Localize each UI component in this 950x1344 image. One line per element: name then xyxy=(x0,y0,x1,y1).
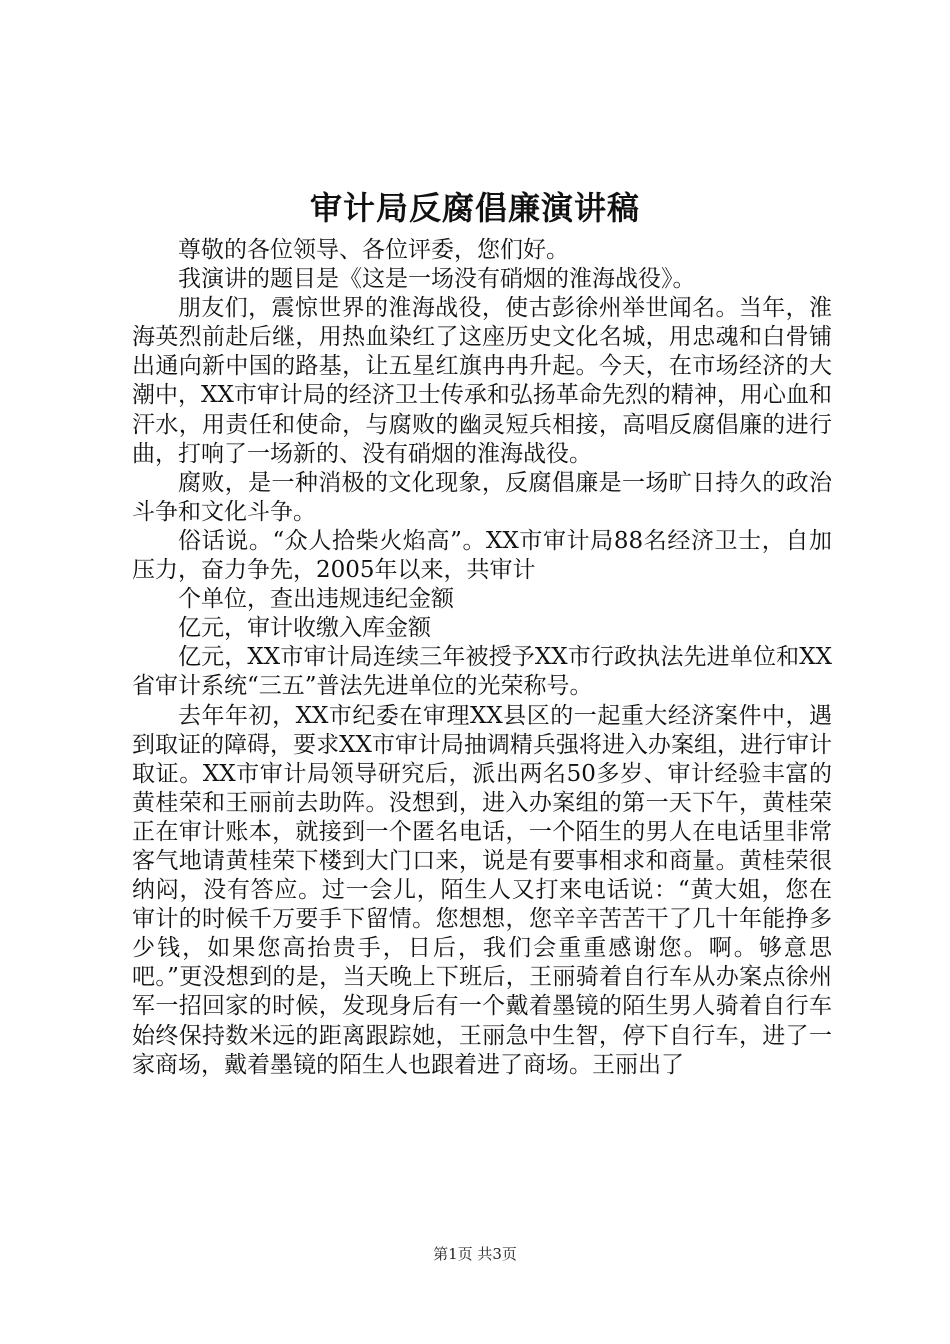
paragraph-proverb: 俗话说。“众人拾柴火焰高”。XX市审计局88名经济卫士，自加压力，奋力争先，2005年以来，共审计 xyxy=(132,527,832,584)
document-body xyxy=(132,236,832,1080)
paragraph-greeting: 尊敬的各位领导、各位评委，您们好。 xyxy=(178,237,569,263)
paragraph-corruption: 腐败，是一种消极的文化现象，反腐倡廉是一场旷日持久的政治斗争和文化斗争。 xyxy=(132,469,832,525)
paragraph-topic: 我演讲的题目是《这是一场没有硝烟的淮海战役》。 xyxy=(178,266,696,293)
paragraph-case: 去年年初，XX市纪委在审理XX县区的一起重大经济案件中，遇到取证的障碍，要求XX市审计局抽调精兵强将进入办案组，进行审计取证。XX市审计局领导研究后，派出两名50多岁、审计经验丰富的黄桂荣和王丽前去助阵。没想到，进入办案组的第一天下午，黄桂荣正在审计账本，就接到一个匿名电话，一个陌生的男人在电话里非常客气地请黄桂荣下楼到大门口来，说是有要事相求和商量。黄桂荣很纳闷，没有答应。过一会儿，陌生人又打来电话说：“黄大姐，您在审计的时候千万要手下留情。您想想，您辛辛苦苦干了几十年能挣多少钱，如果您高抬贵手，日后，我们会重重感谢您。啊。够意思吧。”更没想到的是，当天晚上下班后，王丽骑着自行车从办案点徐州军一招回家的时候，发现身后有一个戴着墨镜的陌生男人骑着自行车始终保持数米远的距离跟踪她，王丽急中生智，停下自行车，进了一家商场，戴着墨镜的陌生人也跟着进了商场。王丽出了 xyxy=(132,702,832,1078)
paragraph-huaihai: 朋友们，震惊世界的淮海战役，使古彭徐州举世闻名。当年，淮海英烈前赴后继，用热血染红了这座历史文化名城，用忠魂和白骨铺出通向新中国的路基，让五星红旗冉冉升起。今天，在市场经济的大潮中，XX市审计局的经济卫士传承和弘扬革命先烈的精神，用心血和汗水，用责任和使命，与腐败的幽灵短兵相接，高唱反腐倡廉的进行曲，打响了一场新的、没有硝烟的淮海战役。 xyxy=(132,295,832,467)
document-title: 审计局反腐倡廉演讲稿 xyxy=(309,189,640,227)
page-number-footer: 第1页 共3页 xyxy=(433,1245,517,1263)
paragraph-honors: 亿元，XX市审计局连续三年被授予XX市行政执法先进单位和XX省审计系统“三五”普法先进单位的光荣称号。 xyxy=(132,644,832,700)
paragraph-units: 个单位，查出违规违纪金额 xyxy=(178,586,454,613)
paragraph-amount: 亿元，审计收缴入库金额 xyxy=(178,615,431,642)
